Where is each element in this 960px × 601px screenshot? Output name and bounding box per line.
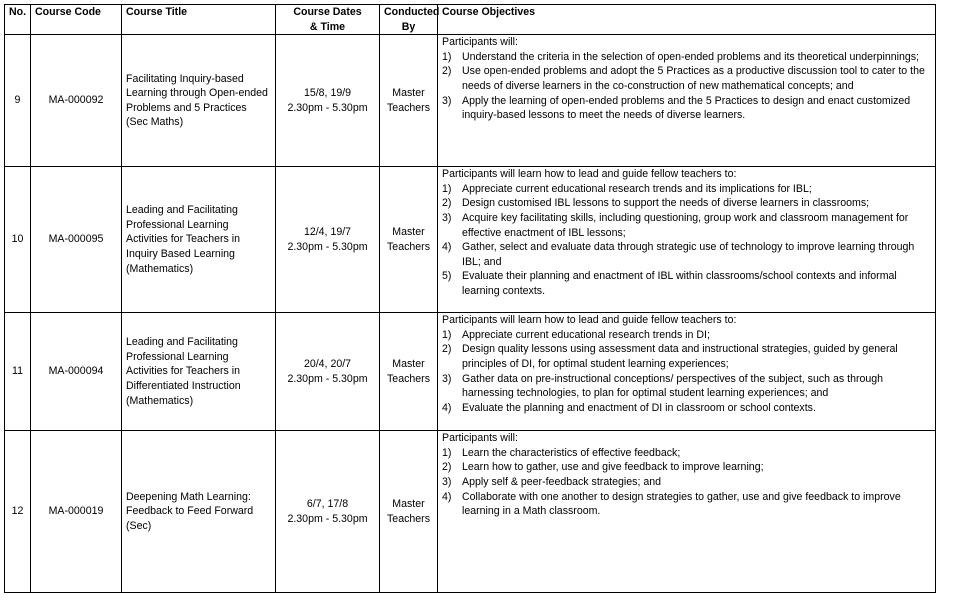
objective-text: Design customised IBL lessons to support the needs of diverse learners in classrooms; bbox=[462, 197, 870, 210]
course-time: 2.30pm - 5.30pm bbox=[287, 372, 368, 385]
cell-course-dates bbox=[276, 431, 380, 593]
header-conducted-by bbox=[380, 5, 438, 35]
objective-text: Apply the learning of open-ended problems and the 5 Practices to design and enact customized inquiry-based lessons to meet the needs of diverse learners. bbox=[462, 94, 911, 122]
objective-item bbox=[442, 342, 931, 371]
objective-number: 3) bbox=[442, 211, 452, 224]
objective-item bbox=[442, 211, 931, 240]
table-header-row bbox=[5, 5, 936, 35]
cell-course-title: Deepening Math Learning: Feedback to Feed Forward (Sec) bbox=[122, 431, 276, 593]
objective-item bbox=[442, 94, 931, 123]
cell-course-title: Leading and Facilitating Professional Learning Activities for Teachers in Inquiry Based Learning (Mathematics) bbox=[122, 167, 276, 313]
objective-item bbox=[442, 490, 931, 519]
objective-text: Evaluate their planning and enactment of IBL within classrooms/school contexts and informal learning contexts. bbox=[462, 270, 897, 297]
cell-conducted-by: Master Teachers bbox=[380, 35, 438, 167]
header-course-dates bbox=[276, 5, 380, 35]
objective-text: Evaluate the planning and enactment of DI in classroom or school contexts. bbox=[462, 401, 816, 414]
objective-number: 2) bbox=[442, 461, 452, 474]
objective-item bbox=[442, 240, 931, 269]
cell-no: 11 bbox=[5, 313, 31, 431]
objective-item bbox=[442, 446, 931, 461]
objective-text: Gather, select and evaluate data through strategic use of technology to improve learning through IBL; and bbox=[462, 241, 915, 268]
cell-course-code: MA-000095 bbox=[31, 167, 122, 313]
header-dates-line1: Course Dates bbox=[293, 6, 362, 18]
objective-item bbox=[442, 182, 931, 197]
objective-number: 3) bbox=[442, 475, 452, 488]
objective-number: 4) bbox=[442, 241, 452, 254]
objective-number: 4) bbox=[442, 490, 452, 503]
objectives-intro: Participants will learn how to lead and guide fellow teachers to: bbox=[442, 168, 737, 181]
objective-item bbox=[442, 475, 931, 490]
objective-number: 4) bbox=[442, 401, 452, 414]
objective-number: 1) bbox=[442, 182, 452, 195]
cell-course-code: MA-000019 bbox=[31, 431, 122, 593]
table-row bbox=[5, 167, 936, 313]
course-time: 2.30pm - 5.30pm bbox=[287, 101, 368, 114]
objectives-list bbox=[442, 328, 931, 416]
course-dates: 6/7, 17/8 bbox=[306, 498, 349, 511]
objective-number: 5) bbox=[442, 270, 452, 283]
course-dates: 15/8, 19/9 bbox=[303, 87, 352, 100]
objective-text: Design quality lessons using assessment data and instructional strategies, guided by general principles of DI, for optimal student learning experiences; bbox=[462, 343, 898, 370]
cell-conducted-by: Master Teachers bbox=[380, 167, 438, 313]
header-dates-line2: & Time bbox=[309, 20, 346, 33]
cell-course-objectives bbox=[438, 35, 936, 167]
cell-course-dates bbox=[276, 313, 380, 431]
course-dates: 20/4, 20/7 bbox=[303, 358, 352, 371]
cell-course-objectives bbox=[438, 313, 936, 431]
cell-conducted-by: Master Teachers bbox=[380, 431, 438, 593]
cell-course-dates bbox=[276, 35, 380, 167]
objective-number: 3) bbox=[442, 94, 452, 107]
header-course-objectives: Course Objectives bbox=[438, 5, 936, 35]
objective-number: 3) bbox=[442, 372, 452, 385]
cell-course-objectives bbox=[438, 167, 936, 313]
objectives-list bbox=[442, 182, 931, 299]
objective-text: Appreciate current educational research trends in DI; bbox=[462, 328, 710, 341]
header-course-code: Course Code bbox=[31, 5, 122, 35]
objective-text: Use open-ended problems and adopt the 5 Practices as a productive discussion tool to cater to the needs of diverse learners in the co-construction of new mathematical concepts; and bbox=[462, 65, 925, 92]
cell-conducted-by: Master Teachers bbox=[380, 313, 438, 431]
course-time: 2.30pm - 5.30pm bbox=[287, 240, 368, 253]
objective-number: 1) bbox=[442, 446, 452, 459]
objective-item bbox=[442, 196, 931, 211]
cell-no: 10 bbox=[5, 167, 31, 313]
objective-text: Understand the criteria in the selection of open-ended problems and its theoretical underpinnings; bbox=[462, 50, 919, 63]
cell-no: 9 bbox=[5, 35, 31, 167]
objective-item bbox=[442, 269, 931, 298]
cell-course-dates bbox=[276, 167, 380, 313]
objective-number: 2) bbox=[442, 197, 452, 210]
header-by-line2: By bbox=[401, 20, 416, 33]
header-by-line1: Conducted bbox=[384, 6, 440, 18]
objective-number: 1) bbox=[442, 50, 452, 63]
objective-number: 2) bbox=[442, 343, 452, 356]
courses-table bbox=[4, 4, 936, 593]
objective-item bbox=[442, 328, 931, 343]
objectives-intro: Participants will: bbox=[442, 432, 518, 445]
objective-number: 1) bbox=[442, 328, 452, 341]
objective-number: 2) bbox=[442, 65, 452, 78]
cell-course-title: Facilitating Inquiry-based Learning through Open-ended Problems and 5 Practices (Sec Maths) bbox=[122, 35, 276, 167]
objectives-intro: Participants will learn how to lead and guide fellow teachers to: bbox=[442, 314, 737, 327]
objective-text: Apply self & peer-feedback strategies; and bbox=[462, 475, 662, 488]
table-row bbox=[5, 35, 936, 167]
objective-item bbox=[442, 64, 931, 93]
cell-course-objectives bbox=[438, 431, 936, 593]
cell-no: 12 bbox=[5, 431, 31, 593]
objective-text: Acquire key facilitating skills, including questioning, group work and classroom management for effective enactment of IBL lessons; bbox=[462, 211, 909, 239]
objective-text: Appreciate current educational research trends and its implications for IBL; bbox=[462, 182, 812, 195]
objective-item bbox=[442, 460, 931, 475]
objectives-list bbox=[442, 50, 931, 123]
cell-course-code: MA-000092 bbox=[31, 35, 122, 167]
cell-course-title: Leading and Facilitating Professional Learning Activities for Teachers in Differentiated Instruction (Mathematics) bbox=[122, 313, 276, 431]
objective-item bbox=[442, 50, 931, 65]
header-no: No. bbox=[5, 5, 31, 35]
objective-item bbox=[442, 401, 931, 416]
cell-course-code: MA-000094 bbox=[31, 313, 122, 431]
objectives-list bbox=[442, 446, 931, 519]
course-dates: 12/4, 19/7 bbox=[303, 226, 352, 239]
header-course-title: Course Title bbox=[122, 5, 276, 35]
table-row bbox=[5, 431, 936, 593]
objective-text: Collaborate with one another to design strategies to gather, use and give feedback to improve learning in a Math classroom. bbox=[462, 490, 901, 518]
course-time: 2.30pm - 5.30pm bbox=[287, 512, 368, 525]
objectives-intro: Participants will: bbox=[442, 36, 518, 49]
objective-item bbox=[442, 372, 931, 401]
objective-text: Learn how to gather, use and give feedback to improve learning; bbox=[462, 461, 764, 474]
objective-text: Gather data on pre-instructional conceptions/ perspectives of the subject, such as through harnessing technologies, to plan for optimal student learning experiences; and bbox=[462, 372, 884, 400]
objective-text: Learn the characteristics of effective feedback; bbox=[462, 446, 681, 459]
table-row bbox=[5, 313, 936, 431]
